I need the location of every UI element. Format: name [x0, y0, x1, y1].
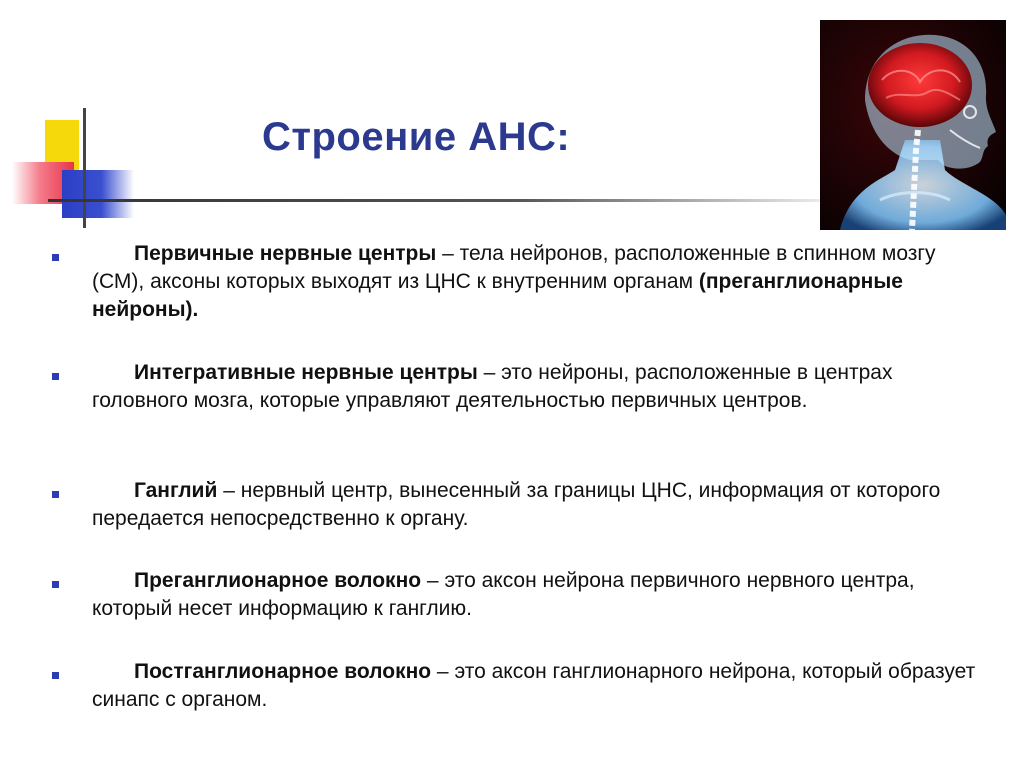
bullet-marker: [52, 581, 59, 588]
bullet-marker: [52, 254, 59, 261]
brain-xray-icon: [820, 20, 1006, 230]
bullet-emphasis: (преганглионарные нейроны).: [92, 270, 903, 321]
bullet-text: [92, 477, 992, 533]
decor-vertical-line: [83, 108, 86, 228]
bullet-term: Ганглий: [134, 479, 218, 502]
bullet-text: [92, 567, 992, 623]
bullet-text: [92, 658, 992, 714]
bullet-marker: [52, 373, 59, 380]
bullet-definition: – это аксон ганглионарного нейрона, который образует синапс с органом.: [92, 660, 976, 711]
bullet-definition: – нервный центр, вынесенный за границы ЦНС, информация от которого передается непосредственно к органу.: [92, 479, 941, 530]
bullet-term: Преганглионарное волокно: [134, 569, 422, 592]
bullet-marker: [52, 491, 59, 498]
bullet-marker: [52, 672, 59, 679]
bullet-text: [92, 359, 992, 415]
bullet-term: Постганглионарное волокно: [134, 660, 432, 683]
bullet-definition: – это нейроны, расположенные в центрах головного мозга, которые управляют деятельностью первичных центров.: [92, 361, 893, 412]
bullet-text: [92, 240, 992, 324]
bullet-definition: – это аксон нейрона первичного нервного центра, который несет информацию к ганглию.: [92, 569, 915, 620]
title-underline: [48, 199, 828, 202]
bullet-term: Первичные нервные центры: [134, 242, 437, 265]
bullet-term: Интегративные нервные центры: [134, 361, 478, 384]
bullet-definition: – тела нейронов, расположенные в спинном мозгу (СМ), аксоны которых выходят из ЦНС к внутренним органам: [92, 242, 936, 293]
slide-title: Строение АНС:: [262, 115, 571, 159]
decor-blue-block: [62, 170, 134, 218]
